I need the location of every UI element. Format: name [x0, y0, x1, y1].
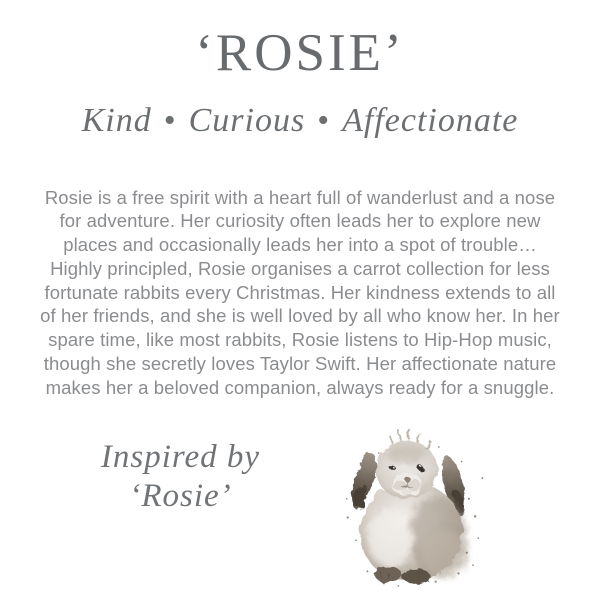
- trait-curious: Curious: [188, 102, 306, 139]
- inspired-by-caption: [68, 438, 293, 516]
- character-description: Rosie is a free spirit with a heart full of wanderlust and a nose for adventure. Her curiosity often leads her to explore new places and occasionally leads her into a spot of trouble… Highly principled, Rosie organises a carrot collection for less fortunate rabbits every Christmas. Her kindness extends to all of her friends, and she is well loved by all who know her. In her spare time, like most rabbits, Rosie listens to Hip-Hop music, though she secretly loves Taylor Swift. Her affectionate nature makes her a beloved companion, always ready for a snuggle.: [40, 186, 560, 398]
- trait-affectionate: Affectionate: [342, 102, 519, 139]
- watercolor-rabbit-illustration: [336, 418, 492, 590]
- bullet-separator: •: [163, 102, 177, 139]
- inspired-by-line1: Inspired by: [100, 439, 261, 475]
- bullet-separator: •: [317, 102, 331, 139]
- inspired-by-line2: ‘Rosie’: [129, 478, 232, 514]
- page-title: ‘ROSIE’: [195, 24, 405, 82]
- trait-kind: Kind: [81, 102, 152, 139]
- traits-line: [0, 101, 600, 141]
